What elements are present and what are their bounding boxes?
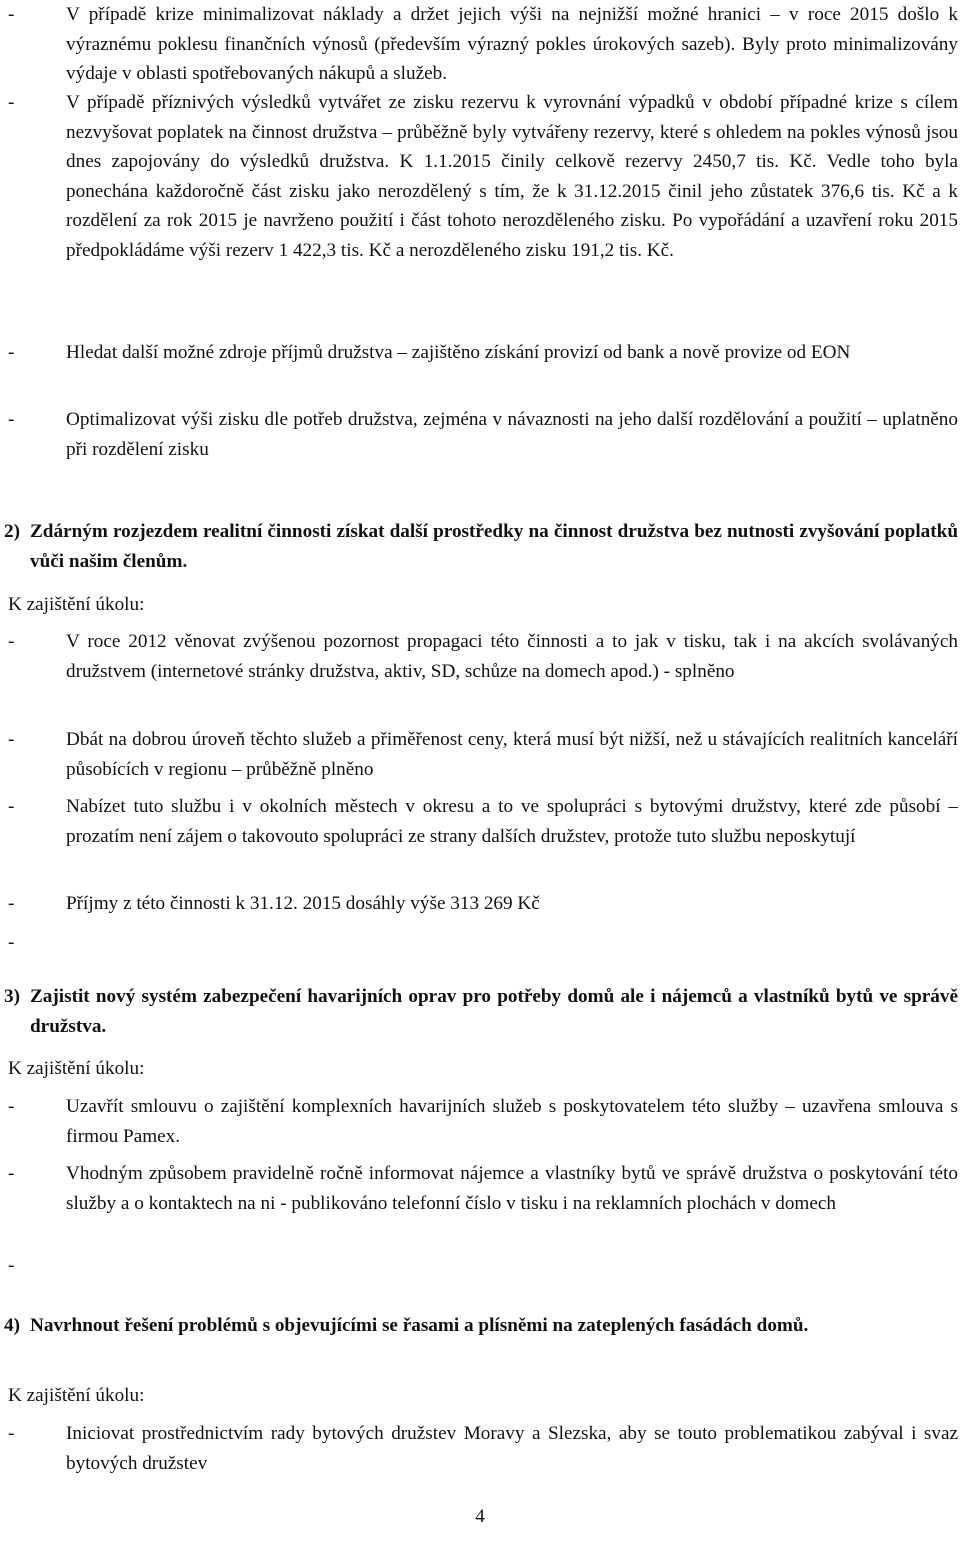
list-item-text: V případě krize minimalizovat náklady a držet jejich výši na nejnižší možné hranici – v roce 2015 došlo k výraznému poklesu finančních výnosů (především výrazný pokles úrokových sazeb). Byly proto minimalizovány výdaje v oblasti spotřebovaných nákupů a služeb. bbox=[66, 4, 958, 85]
list-item bbox=[8, 792, 958, 851]
section-number: 3) bbox=[4, 986, 20, 1007]
section-subheading: K zajištění úkolu: bbox=[8, 594, 145, 615]
bullet-dash: - bbox=[8, 796, 15, 817]
bullet-dash: - bbox=[8, 1423, 15, 1444]
list-item-text: V případě příznivých výsledků vytvářet ze zisku rezervu k vyrovnání výpadků v období případné krize s cílem nezvyšovat poplatek na činnost družstva – průběžně byly vytvářeny rezervy, které s ohledem na pokles výnosů jsou dnes zapojovány do výsledků družstva. K 1.1.2015 činily celkově rezervy 2450,7 tis. Kč. Vedle toho byla ponechána každoročně část zisku jako nerozdělený s tím, že k 31.12.2015 činil jeho zůstatek 376,6 tis. Kč a k rozdělení za rok 2015 je navrženo použití i část tohoto nerozděleného zisku. Po vypořádání a uzavření roku 2015 předpokládáme výši rezerv 1 422,3 tis. Kč a nerozděleného zisku 191,2 tis. Kč. bbox=[66, 92, 958, 261]
list-item-text: Hledat další možné zdroje příjmů družstva – zajištěno získání provizí od bank a nově provize od EON bbox=[66, 342, 851, 363]
section-title: Navrhnout řešení problémů s objevujícími se řasami a plísněmi na zateplených fasádách domů. bbox=[30, 1315, 809, 1336]
list-item bbox=[8, 627, 958, 686]
list-item-text: Dbát na dobrou úroveň těchto služeb a přiměřenost ceny, která musí být nižší, než u stávajících realitních kanceláří působících v regionu – průběžně plněno bbox=[66, 729, 958, 780]
page-number: 4 bbox=[475, 1506, 485, 1527]
list-item-text: Optimalizovat výši zisku dle potřeb družstva, zejména v návaznosti na jeho další rozdělování a použití – uplatněno při rozdělení zisku bbox=[66, 409, 958, 460]
list-item bbox=[8, 1419, 958, 1478]
section-heading bbox=[4, 1311, 958, 1341]
list-item bbox=[8, 889, 958, 919]
list-item bbox=[8, 1159, 958, 1218]
bullet-dash: - bbox=[8, 92, 15, 113]
bullet-dash: - bbox=[8, 409, 15, 430]
bullet-dash: - bbox=[8, 1255, 15, 1276]
section-heading bbox=[4, 517, 958, 576]
list-item bbox=[8, 338, 958, 368]
section-number: 4) bbox=[4, 1315, 20, 1336]
section-number: 2) bbox=[4, 521, 20, 542]
list-item bbox=[8, 0, 958, 89]
section-heading bbox=[4, 982, 958, 1041]
list-item-text: Uzavřít smlouvu o zajištění komplexních havarijních služeb s poskytovatelem této služby – uzavřena smlouva s firmou Pamex. bbox=[66, 1096, 958, 1147]
bullet-dash: - bbox=[8, 1163, 15, 1184]
list-item-text: Nabízet tuto službu i v okolních městech v okresu a to ve spolupráci s bytovými družstvy, které zde působí – prozatím není zájem o takovouto spolupráci ze strany dalších družstev, protože tuto službu neposkytují bbox=[66, 796, 958, 847]
list-item-text: Příjmy z této činnosti k 31.12. 2015 dosáhly výše 313 269 Kč bbox=[66, 893, 540, 914]
bullet-dash: - bbox=[8, 1096, 15, 1117]
section-subheading: K zajištění úkolu: bbox=[8, 1385, 145, 1406]
bullet-dash: - bbox=[8, 631, 15, 652]
list-item bbox=[8, 725, 958, 784]
bullet-dash: - bbox=[8, 893, 15, 914]
list-item-text: Iniciovat prostřednictvím rady bytových družstev Moravy a Slezska, aby se touto problematikou zabýval i svaz bytových družstev bbox=[66, 1423, 958, 1474]
list-item-text: V roce 2012 věnovat zvýšenou pozornost propagaci této činnosti a to jak v tisku, tak i na akcích svolávaných družstvem (internetové stránky družstva, aktiv, SD, schůze na domech apod.) - splněno bbox=[66, 631, 958, 682]
section-title: Zajistit nový systém zabezpečení havarijních oprav pro potřeby domů ale i nájemců a vlastníků bytů ve správě družstva. bbox=[30, 986, 958, 1037]
list-item bbox=[8, 88, 958, 266]
bullet-dash: - bbox=[8, 4, 15, 25]
list-item-text: Vhodným způsobem pravidelně ročně informovat nájemce a vlastníky bytů ve správě družstva o poskytování této služby a o kontaktech na ni - publikováno telefonní číslo v tisku i na reklamních plochách v domech bbox=[66, 1163, 958, 1214]
bullet-dash: - bbox=[8, 342, 15, 363]
list-item bbox=[8, 405, 958, 464]
section-title: Zdárným rozjezdem realitní činnosti získat další prostředky na činnost družstva bez nutnosti zvyšování poplatků vůči našim členům. bbox=[30, 521, 958, 572]
section-subheading: K zajištění úkolu: bbox=[8, 1058, 145, 1079]
bullet-dash: - bbox=[8, 932, 15, 953]
bullet-dash: - bbox=[8, 729, 15, 750]
list-item bbox=[8, 1092, 958, 1151]
